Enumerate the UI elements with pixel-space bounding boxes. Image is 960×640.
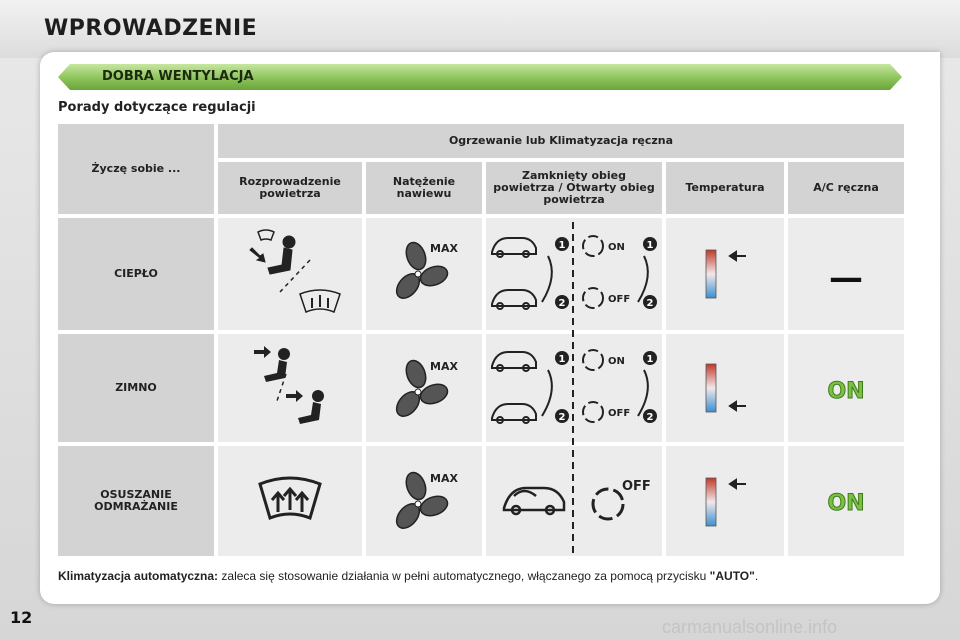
fan-max-label: MAX — [430, 472, 458, 485]
step-two-badge: 2 — [646, 298, 654, 309]
fan-max-icon — [390, 466, 460, 538]
recirculation-steps-icon — [488, 224, 660, 328]
temperature-gauge-cold-icon — [700, 362, 754, 416]
footnote-end: . — [754, 569, 759, 583]
recirculation-off-icon — [498, 470, 660, 530]
col-header-distribution: Rozprowadzenie powietrza — [218, 162, 362, 214]
air-distribution-face-icon — [246, 344, 346, 434]
fan-max-label: MAX — [430, 360, 458, 373]
footnote-bold: Klimatyzacja automatyczna: — [58, 569, 219, 583]
fan-max-label: MAX — [430, 242, 458, 255]
group-header: Ogrzewanie lub Klimatyzacja ręczna — [218, 124, 904, 158]
recirc-off-label: OFF — [608, 408, 631, 419]
row-label-heat: CIEPŁO — [58, 218, 214, 330]
recirc-off-label: OFF — [608, 294, 631, 305]
air-distribution-feet-windscreen-icon — [240, 228, 350, 320]
footnote — [58, 570, 904, 583]
step-two-badge: 2 — [558, 412, 566, 423]
row-label-cold: ZIMNO — [58, 334, 214, 442]
recirc-on-label: ON — [608, 242, 625, 253]
row-label-demist: OSUSZANIE ODMRAŻANIE — [58, 446, 214, 556]
col-header-fan: Natężenie nawiewu — [366, 162, 482, 214]
step-two-badge: 2 — [558, 298, 566, 309]
ac-on-badge — [818, 486, 874, 516]
step-one-badge: 1 — [558, 354, 566, 365]
recirc-off-label: OFF — [622, 479, 651, 494]
recirculation-steps-icon — [488, 338, 660, 442]
recirc-on-label: ON — [608, 356, 625, 367]
table-corner: Życzę sobie ... — [58, 124, 214, 214]
footnote-text: zaleca się stosowanie działania w pełni automatycznego, włączanego za pomocą przycisku — [218, 569, 710, 583]
subheading: Porady dotyczące regulacji — [58, 100, 256, 115]
ac-off-dash: — — [829, 258, 863, 298]
fan-max-icon — [390, 236, 460, 308]
step-one-badge: 1 — [558, 240, 566, 251]
section-title: DOBRA WENTYLACJA — [102, 69, 254, 84]
chapter-title: WPROWADZENIE — [44, 16, 258, 41]
svg-text:ON: ON — [827, 379, 865, 404]
ac-on-badge — [818, 374, 874, 404]
col-header-ac: A/C ręczna — [788, 162, 904, 214]
windscreen-demist-icon — [256, 476, 324, 526]
col-header-recirculation: Zamknięty obieg powietrza / Otwarty obieg powietrza — [486, 162, 662, 214]
footnote-auto: "AUTO" — [709, 569, 755, 583]
step-one-badge: 1 — [646, 240, 654, 251]
temperature-gauge-hot-icon — [700, 476, 754, 530]
fan-max-icon — [390, 354, 460, 426]
svg-text:ON: ON — [827, 491, 865, 516]
step-one-badge: 1 — [646, 354, 654, 365]
col-header-temperature: Temperatura — [666, 162, 784, 214]
page-number: 12 — [10, 608, 33, 627]
temperature-gauge-hot-icon — [700, 248, 754, 302]
watermark: carmanualsonline.info — [662, 617, 838, 637]
step-two-badge: 2 — [646, 412, 654, 423]
